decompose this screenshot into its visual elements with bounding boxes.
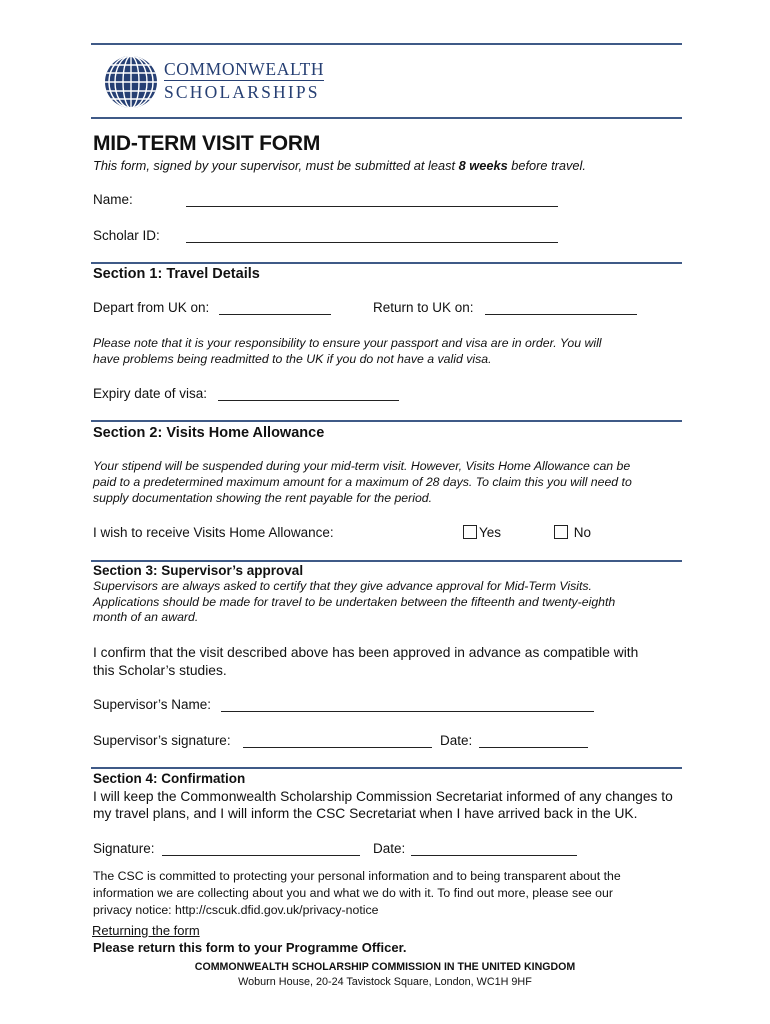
returning-text: Please return this form to your Programme Officer. [93, 940, 407, 955]
section1-rule [91, 262, 682, 264]
returning-heading: Returning the form [92, 923, 200, 938]
section2-title: Section 2: Visits Home Allowance [93, 425, 325, 441]
header-bottom-rule [91, 117, 682, 119]
privacy-notice [93, 868, 621, 919]
globe-icon [104, 55, 158, 109]
privacy-line2: information we are collecting about you and what we do with it. To find out more, please see our [93, 886, 613, 900]
form-intro [93, 158, 586, 173]
depart-date-field[interactable] [219, 314, 331, 315]
confirmation-text [93, 788, 673, 822]
approval-line1: I confirm that the visit described above has been approved in advance as compatible with [93, 645, 639, 660]
yes-label: Yes [479, 525, 502, 540]
supervisor-name-label: Supervisor’s Name: [93, 697, 212, 712]
org-name: COMMONWEALTH SCHOLARSHIP COMMISSION IN THE UNITED KINGDOM [194, 961, 576, 973]
intro-before: This form, signed by your supervisor, must be submitted at least [93, 158, 459, 173]
return-date-field[interactable] [485, 314, 637, 315]
no-option[interactable] [554, 525, 591, 540]
passport-note-line1: Please note that it is your responsibility to ensure your passport and visa are in order. You will [93, 336, 602, 350]
allowance-note [93, 458, 632, 506]
section2-rule [91, 420, 682, 422]
logo-line2: SCHOLARSHIPS [164, 82, 320, 102]
return-label: Return to UK on: [373, 300, 474, 315]
section4-title: Section 4: Confirmation [93, 771, 246, 786]
logo-separator [164, 80, 324, 81]
org-address: Woburn House, 20-24 Tavistock Square, London, WC1H 9HF [238, 976, 532, 988]
supervisor-signature-field[interactable] [243, 747, 432, 748]
confirmation-line1: I will keep the Commonwealth Scholarship Commission Secretariat informed of any changes to [93, 789, 673, 804]
depart-label: Depart from UK on: [93, 300, 210, 315]
supervisor-note-line1: Supervisors are always asked to certify that they give advance approval for Mid-Term Visits. [93, 579, 592, 593]
supervisor-note-line2: Applications should be made for travel to be undertaken between the fifteenth and twenty-eighth [93, 594, 616, 609]
no-label: No [573, 525, 592, 540]
confirmation-date-label: Date: [373, 841, 406, 856]
supervisor-signature-label: Supervisor’s signature: [93, 733, 231, 748]
no-checkbox[interactable] [554, 525, 568, 539]
name-label: Name: [93, 192, 133, 207]
allowance-note-line2: paid to a predetermined maximum amount for a maximum of 28 days. To claim this you will need to [93, 475, 632, 489]
supervisor-date-field[interactable] [479, 747, 588, 748]
passport-note [93, 335, 602, 367]
yes-checkbox[interactable] [463, 525, 477, 539]
passport-note-line2: have problems being readmitted to the UK if you do not have a valid visa. [93, 352, 492, 366]
approval-statement [93, 644, 638, 680]
allowance-question: I wish to receive Visits Home Allowance: [93, 525, 334, 540]
supervisor-note [93, 579, 615, 626]
commonwealth-logo [104, 55, 334, 111]
privacy-line3: privacy notice: http://cscuk.dfid.gov.uk/privacy-notice [93, 903, 379, 917]
visa-expiry-field[interactable] [218, 400, 399, 401]
section3-title: Section 3: Supervisor’s approval [93, 563, 304, 578]
intro-bold: 8 weeks [458, 158, 508, 173]
signature-field[interactable] [162, 855, 360, 856]
approval-line2: this Scholar’s studies. [93, 663, 227, 678]
allowance-note-line3: supply documentation showing the rent payable for the period. [93, 491, 433, 505]
scholar-id-field[interactable] [186, 242, 558, 243]
section3-rule [91, 560, 682, 562]
supervisor-date-label: Date: [440, 733, 473, 748]
supervisor-note-line3: month of an award. [93, 610, 199, 624]
visa-expiry-label: Expiry date of visa: [93, 386, 208, 401]
allowance-note-line1: Your stipend will be suspended during your mid-term visit. However, Visits Home Allowance can be [93, 459, 631, 473]
scholar-id-label: Scholar ID: [93, 228, 160, 243]
yes-option[interactable] [463, 525, 501, 540]
confirmation-date-field[interactable] [411, 855, 577, 856]
form-title: MID-TERM VISIT FORM [93, 132, 321, 155]
section4-rule [91, 767, 682, 769]
privacy-line1: The CSC is committed to protecting your personal information and to being transparent about the [93, 869, 621, 883]
signature-label: Signature: [93, 841, 155, 856]
section1-title: Section 1: Travel Details [93, 266, 260, 282]
supervisor-name-field[interactable] [221, 711, 594, 712]
logo-line1: COMMONWEALTH [164, 59, 325, 79]
confirmation-line2: my travel plans, and I will inform the CSC Secretariat when I have arrived back in the UK. [93, 806, 638, 821]
intro-after: before travel. [507, 158, 586, 173]
name-field[interactable] [186, 206, 558, 207]
top-rule [91, 43, 682, 45]
